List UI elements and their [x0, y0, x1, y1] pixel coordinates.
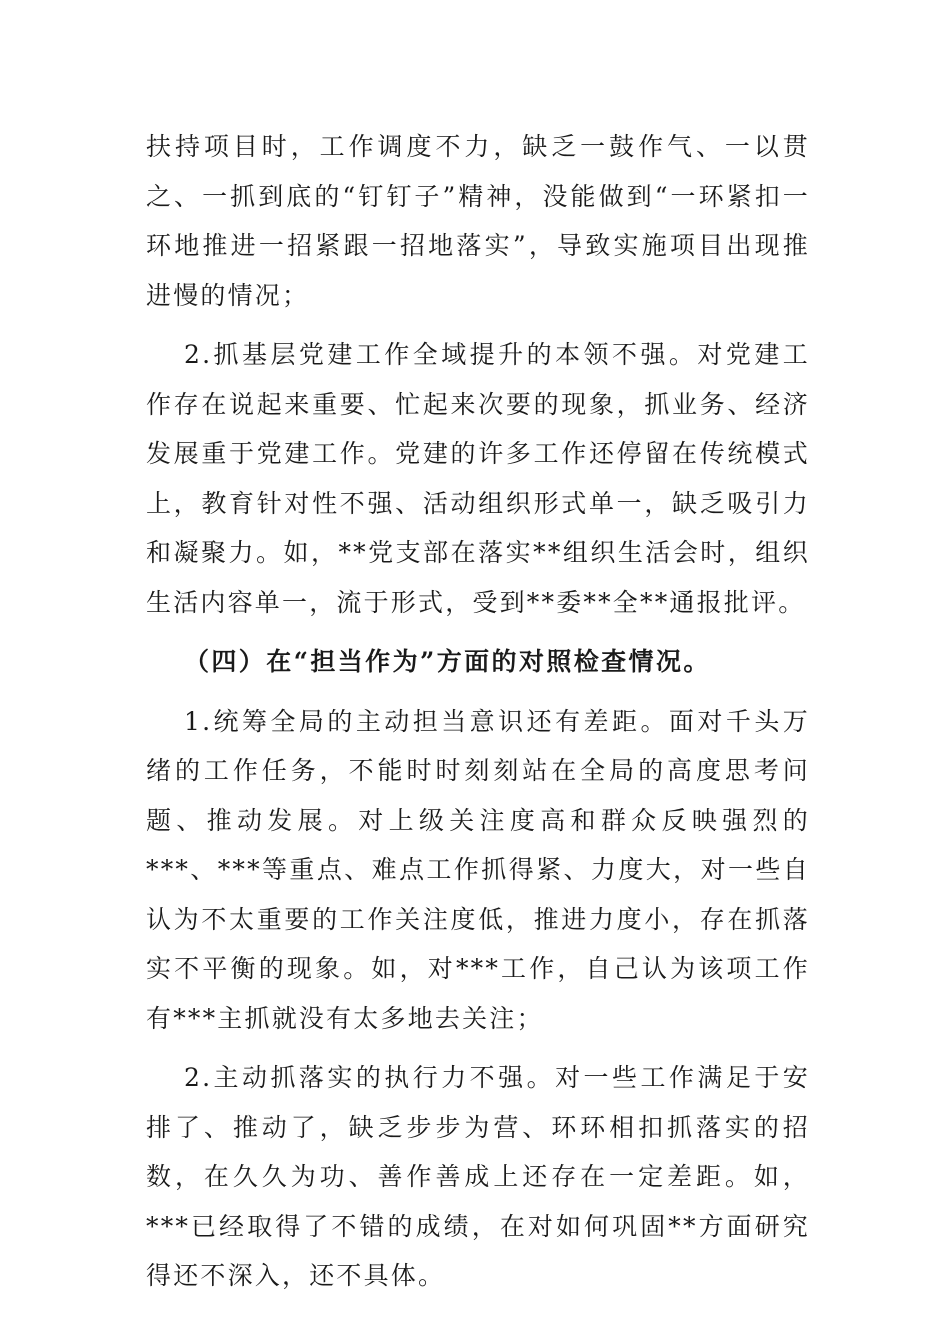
document-body: [146, 122, 810, 1311]
paragraph-execution: 2.主动抓落实的执行力不强。对一些工作满足于安排了、推动了，缺乏步步为营、环环相扣抓落实的招数，在久久为功、善作善成上还存在一定差距。如，***已经取得了不错的成绩，在对如何巩固**方面研究得还不深入，还不具体。: [146, 1063, 810, 1290]
paragraph-party-building: 2.抓基层党建工作全域提升的本领不强。对党建工作存在说起来重要、忙起来次要的现象，抓业务、经济发展重于党建工作。党建的许多工作还停留在传统模式上，教育针对性不强、活动组织形式单一，缺乏吸引力和凝聚力。如，**党支部在落实**组织生活会时，组织生活内容单一，流于形式，受到**委**全**通报批评。: [146, 340, 810, 617]
section-heading-responsibility: （四）在“担当作为”方面的对照检查情况。: [184, 647, 711, 676]
paragraph-overall-responsibility: 1.统筹全局的主动担当意识还有差距。面对千头万绪的工作任务，不能时时刻刻站在全局的高度思考问题、推动发展。对上级关注度高和群众反映强烈的***、***等重点、难点工作抓得紧、力度大，对一些自认为不太重要的工作关注度低，推进力度小，存在抓落实不平衡的现象。如，对***工作，自己认为该项工作有***主抓就没有太多地去关注；: [146, 706, 810, 1033]
paragraph-continuation: 扶持项目时，工作调度不力，缺乏一鼓作气、一以贯之、一抓到底的“钉钉子”精神，没能做到“一环紧扣一环地推进一招紧跟一招地落实”，导致实施项目出现推进慢的情况；: [146, 132, 810, 310]
